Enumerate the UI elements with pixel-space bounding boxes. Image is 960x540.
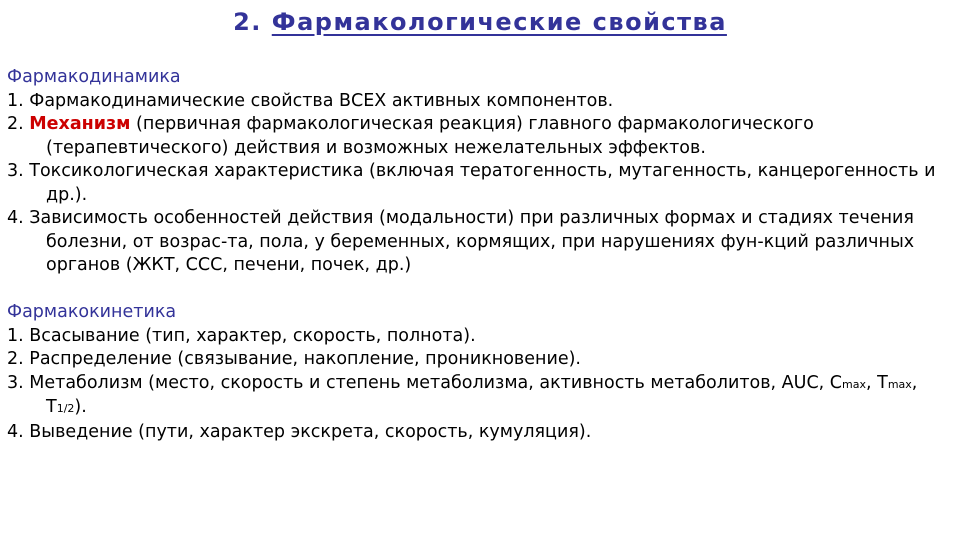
section-spacer (7, 278, 953, 302)
item-text-mid: , T (46, 372, 918, 417)
pharmacokinetics-item-3 (7, 372, 953, 421)
pharmacodynamics-item-1: 1. Фармакодинамические свойства ВСЕХ активных компонентов. (7, 90, 614, 111)
slide-title (0, 6, 960, 38)
pharmacodynamics-item-4: 4. Зависимость особенностей действия (модальности) при различных формах и стадиях течения болезни, от возрас-та, пола, у беременных, кормящих, при нарушениях фун-кций различных органов (ЖКТ, ССС, печени, почек, др.) (7, 208, 915, 275)
pharmacodynamics-heading: Фармакодинамика (7, 67, 181, 87)
item-text: (первичная фармакологическая реакция) главного фармакологического (терапевтического) действия и возможных нежелательных эффектов. (46, 114, 814, 158)
pharmacokinetics-heading: Фармакокинетика (7, 302, 177, 322)
pharmacokinetics-item-1: 1. Всасывание (тип, характер, скорость, полнота). (7, 325, 476, 346)
pharmacodynamics-item-3: 3. Токсикологическая характеристика (включая тератогенность, мутагенность, канцерогенность и др.). (7, 161, 936, 205)
item-text-end: ). (74, 397, 87, 417)
slide-content (7, 66, 953, 444)
mechanism-highlight: Механизм (29, 114, 131, 134)
pharmacodynamics-item-2 (7, 113, 953, 160)
title-text: Фармакологические свойства (271, 8, 727, 36)
item-text-mid: , T (865, 372, 888, 393)
item-prefix: 2. (7, 114, 30, 134)
item-text: 3. Метаболизм (место, скорость и степень метаболизма, активность метаболитов, AUC, C (7, 372, 843, 393)
pharmacokinetics-item-4: 4. Выведение (пути, характер экскрета, скорость, кумуляция). (7, 421, 592, 442)
pharmacokinetics-item-2: 2. Распределение (связывание, накопление, проникновение). (7, 349, 581, 369)
title-number: 2. (233, 8, 262, 36)
tmax-subscript: max (887, 377, 912, 391)
cmax-subscript: max (842, 377, 866, 391)
half-life-subscript: 1/2 (56, 402, 75, 415)
